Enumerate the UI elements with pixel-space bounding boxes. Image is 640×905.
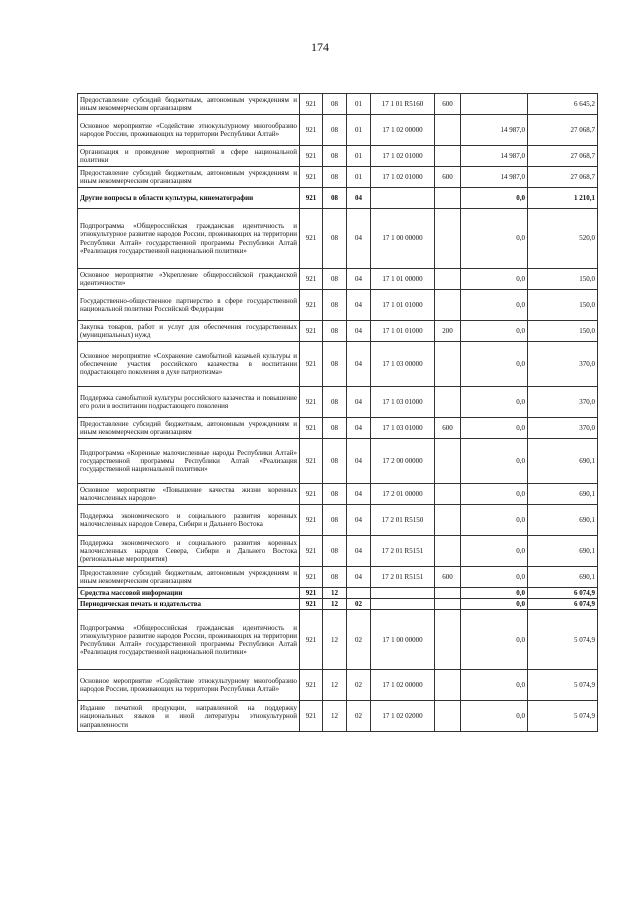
row-name-cell: Подпрограмма «Общероссийская гражданская идентичность и этнокультурное развитие народов России, проживающих на территории Республики Алтай» государственной программы Республики Алтай «Реализация государственной национальной политики» — [78, 610, 300, 670]
row-name-cell: Закупка товаров, работ и услуг для обеспечения государственных (муниципальных) нужд — [78, 321, 300, 342]
row-target-article-cell: 17 1 03 00000 — [371, 342, 435, 387]
row-expense-type-cell: 600 — [435, 167, 461, 188]
row-year2-amount-cell: 1 210,1 — [528, 188, 598, 209]
row-section-cell: 08 — [323, 484, 347, 505]
row-name-cell: Основное мероприятие «Содействие этнокультурному многообразию народов России, проживающих на территории Республики Алтай» — [78, 115, 300, 146]
row-grbs-cell: 921 — [300, 115, 323, 146]
row-year1-amount-cell: 0,0 — [461, 588, 528, 599]
table-row — [78, 599, 598, 610]
table-row — [78, 567, 598, 588]
row-year1-amount-cell: 0,0 — [461, 599, 528, 610]
row-target-article-cell — [371, 188, 435, 209]
row-subsection-cell: 04 — [347, 484, 371, 505]
row-grbs-cell: 921 — [300, 269, 323, 290]
row-year1-amount-cell: 0,0 — [461, 439, 528, 484]
row-year1-amount-cell: 14 987,0 — [461, 115, 528, 146]
row-target-article-cell: 17 1 01 01000 — [371, 290, 435, 321]
row-grbs-cell: 921 — [300, 94, 323, 115]
row-section-cell: 08 — [323, 505, 347, 536]
table-row — [78, 115, 598, 146]
row-year2-amount-cell: 520,0 — [528, 209, 598, 269]
row-subsection-cell: 01 — [347, 94, 371, 115]
row-name-cell: Периодическая печать и издательства — [78, 599, 300, 610]
row-expense-type-cell — [435, 670, 461, 701]
row-year2-amount-cell: 27 068,7 — [528, 167, 598, 188]
row-target-article-cell: 17 1 03 01000 — [371, 387, 435, 418]
row-year1-amount-cell: 0,0 — [461, 505, 528, 536]
row-target-article-cell: 17 2 01 R5150 — [371, 505, 435, 536]
row-grbs-cell: 921 — [300, 536, 323, 567]
row-subsection-cell: 01 — [347, 146, 371, 167]
row-year1-amount-cell: 0,0 — [461, 536, 528, 567]
row-name-cell: Средства массовой информации — [78, 588, 300, 599]
row-grbs-cell: 921 — [300, 167, 323, 188]
row-target-article-cell: 17 1 01 R5160 — [371, 94, 435, 115]
row-subsection-cell: 04 — [347, 342, 371, 387]
row-expense-type-cell — [435, 505, 461, 536]
row-expense-type-cell — [435, 484, 461, 505]
row-expense-type-cell — [435, 342, 461, 387]
row-year1-amount-cell — [461, 94, 528, 115]
row-expense-type-cell: 600 — [435, 567, 461, 588]
row-name-cell: Основное мероприятие «Повышение качества жизни коренных малочисленных народов» — [78, 484, 300, 505]
row-name-cell: Государственно-общественное партнерство в сфере государственной национальной политики Российской Федерации — [78, 290, 300, 321]
row-year2-amount-cell: 370,0 — [528, 418, 598, 439]
row-grbs-cell: 921 — [300, 387, 323, 418]
row-target-article-cell: 17 2 01 R5151 — [371, 567, 435, 588]
row-year1-amount-cell: 0,0 — [461, 321, 528, 342]
row-year1-amount-cell: 14 987,0 — [461, 146, 528, 167]
row-expense-type-cell — [435, 599, 461, 610]
row-section-cell: 12 — [323, 610, 347, 670]
table-row — [78, 342, 598, 387]
row-target-article-cell — [371, 599, 435, 610]
row-expense-type-cell: 600 — [435, 418, 461, 439]
row-grbs-cell: 921 — [300, 484, 323, 505]
row-section-cell: 08 — [323, 94, 347, 115]
row-subsection-cell: 04 — [347, 505, 371, 536]
row-section-cell: 08 — [323, 536, 347, 567]
row-section-cell: 08 — [323, 418, 347, 439]
budget-table — [77, 93, 598, 732]
row-target-article-cell: 17 1 02 01000 — [371, 167, 435, 188]
row-year2-amount-cell: 150,0 — [528, 321, 598, 342]
table-row — [78, 167, 598, 188]
row-year2-amount-cell: 690,1 — [528, 536, 598, 567]
row-name-cell: Поддержка экономического и социального развития коренных малочисленных народов Севера, Сибири и Дальнего Востока — [78, 505, 300, 536]
row-name-cell: Другие вопросы в области культуры, кинематографии — [78, 188, 300, 209]
row-target-article-cell: 17 1 02 00000 — [371, 115, 435, 146]
table-row — [78, 146, 598, 167]
table-row — [78, 439, 598, 484]
row-subsection-cell: 02 — [347, 670, 371, 701]
row-expense-type-cell — [435, 536, 461, 567]
row-year1-amount-cell: 0,0 — [461, 342, 528, 387]
row-year1-amount-cell: 0,0 — [461, 209, 528, 269]
row-grbs-cell: 921 — [300, 670, 323, 701]
row-subsection-cell: 04 — [347, 321, 371, 342]
row-section-cell: 08 — [323, 167, 347, 188]
table-row — [78, 588, 598, 599]
row-name-cell: Подпрограмма «Общероссийская гражданская идентичность и этнокультурное развитие народов России, проживающих на территории Республики Алтай» государственной программы Республики Алтай «Реализация государственной национальной политики» — [78, 209, 300, 269]
table-row — [78, 387, 598, 418]
row-expense-type-cell — [435, 439, 461, 484]
row-grbs-cell: 921 — [300, 290, 323, 321]
row-year1-amount-cell: 14 987,0 — [461, 167, 528, 188]
row-subsection-cell: 04 — [347, 439, 371, 484]
row-section-cell: 08 — [323, 146, 347, 167]
row-target-article-cell: 17 1 01 01000 — [371, 321, 435, 342]
row-name-cell: Основное мероприятие «Содействие этнокультурному многообразию народов России, проживающих на территории Республики Алтай» — [78, 670, 300, 701]
row-year2-amount-cell: 690,1 — [528, 567, 598, 588]
row-year1-amount-cell: 0,0 — [461, 269, 528, 290]
row-subsection-cell — [347, 588, 371, 599]
row-grbs-cell: 921 — [300, 505, 323, 536]
row-year2-amount-cell: 150,0 — [528, 290, 598, 321]
row-subsection-cell: 04 — [347, 387, 371, 418]
row-target-article-cell: 17 1 02 00000 — [371, 670, 435, 701]
row-section-cell: 08 — [323, 269, 347, 290]
row-year1-amount-cell: 0,0 — [461, 387, 528, 418]
row-subsection-cell: 04 — [347, 269, 371, 290]
table-row — [78, 536, 598, 567]
row-grbs-cell: 921 — [300, 588, 323, 599]
row-subsection-cell: 01 — [347, 115, 371, 146]
row-expense-type-cell — [435, 209, 461, 269]
row-year1-amount-cell: 0,0 — [461, 610, 528, 670]
row-subsection-cell: 04 — [347, 418, 371, 439]
table-row — [78, 505, 598, 536]
row-name-cell: Издание печатной продукции, направленной на поддержку национальных языков и иной литературы этнокультурной направленности — [78, 701, 300, 732]
page-number: 174 — [311, 40, 329, 54]
row-section-cell: 08 — [323, 115, 347, 146]
row-name-cell: Подпрограмма «Коренные малочисленные народы Республики Алтай» государственной программы Республики Алтай «Реализация государственной национальной политики» — [78, 439, 300, 484]
row-grbs-cell: 921 — [300, 209, 323, 269]
row-subsection-cell: 01 — [347, 167, 371, 188]
table-row — [78, 269, 598, 290]
row-grbs-cell: 921 — [300, 567, 323, 588]
row-expense-type-cell — [435, 115, 461, 146]
row-subsection-cell: 02 — [347, 599, 371, 610]
row-section-cell: 08 — [323, 439, 347, 484]
row-expense-type-cell — [435, 269, 461, 290]
row-year1-amount-cell: 0,0 — [461, 418, 528, 439]
row-section-cell: 12 — [323, 588, 347, 599]
row-target-article-cell: 17 1 02 01000 — [371, 146, 435, 167]
row-year2-amount-cell: 370,0 — [528, 342, 598, 387]
row-year1-amount-cell: 0,0 — [461, 701, 528, 732]
row-expense-type-cell — [435, 610, 461, 670]
row-subsection-cell: 04 — [347, 188, 371, 209]
row-subsection-cell: 02 — [347, 701, 371, 732]
row-expense-type-cell — [435, 701, 461, 732]
row-section-cell: 08 — [323, 290, 347, 321]
row-year2-amount-cell: 5 074,9 — [528, 670, 598, 701]
table-row — [78, 418, 598, 439]
row-year2-amount-cell: 5 074,9 — [528, 701, 598, 732]
row-section-cell: 08 — [323, 342, 347, 387]
row-target-article-cell: 17 1 03 01000 — [371, 418, 435, 439]
row-target-article-cell: 17 2 01 R5151 — [371, 536, 435, 567]
row-section-cell: 12 — [323, 599, 347, 610]
row-target-article-cell — [371, 588, 435, 599]
row-subsection-cell: 04 — [347, 209, 371, 269]
row-expense-type-cell — [435, 290, 461, 321]
row-name-cell: Поддержка экономического и социального развития коренных малочисленных народов Севера, Сибири и Дальнего Востока (региональные мероприятия) — [78, 536, 300, 567]
row-subsection-cell: 02 — [347, 610, 371, 670]
row-expense-type-cell: 600 — [435, 94, 461, 115]
row-subsection-cell: 04 — [347, 536, 371, 567]
row-expense-type-cell — [435, 387, 461, 418]
table-row — [78, 188, 598, 209]
row-expense-type-cell — [435, 588, 461, 599]
row-section-cell: 12 — [323, 670, 347, 701]
table-row — [78, 94, 598, 115]
row-section-cell: 08 — [323, 567, 347, 588]
row-name-cell: Основное мероприятие «Сохранение самобытной казачьей культуры и обеспечение участия российского казачества в воспитании подрастающего поколения в духе патриотизма» — [78, 342, 300, 387]
table-row — [78, 484, 598, 505]
row-target-article-cell: 17 1 02 02000 — [371, 701, 435, 732]
row-grbs-cell: 921 — [300, 342, 323, 387]
row-section-cell: 12 — [323, 701, 347, 732]
row-year2-amount-cell: 27 068,7 — [528, 115, 598, 146]
row-name-cell: Организация и проведение мероприятий в сфере национальной политики — [78, 146, 300, 167]
row-year2-amount-cell: 690,1 — [528, 505, 598, 536]
row-name-cell: Поддержка самобытной культуры российского казачества и повышение его роли в воспитании подрастающего поколения — [78, 387, 300, 418]
row-year1-amount-cell: 0,0 — [461, 567, 528, 588]
row-name-cell: Предоставление субсидий бюджетным, автономным учреждениям и иным некоммерческим организациям — [78, 418, 300, 439]
table-row — [78, 701, 598, 732]
table-row — [78, 290, 598, 321]
row-subsection-cell: 04 — [347, 290, 371, 321]
row-year2-amount-cell: 6 074,9 — [528, 588, 598, 599]
row-expense-type-cell — [435, 188, 461, 209]
row-year2-amount-cell: 6 074,9 — [528, 599, 598, 610]
row-expense-type-cell: 200 — [435, 321, 461, 342]
row-target-article-cell: 17 2 01 00000 — [371, 484, 435, 505]
row-section-cell: 08 — [323, 321, 347, 342]
table-row — [78, 209, 598, 269]
row-target-article-cell: 17 2 00 00000 — [371, 439, 435, 484]
row-year2-amount-cell: 150,0 — [528, 269, 598, 290]
row-year2-amount-cell: 5 074,9 — [528, 610, 598, 670]
row-year1-amount-cell: 0,0 — [461, 188, 528, 209]
row-grbs-cell: 921 — [300, 188, 323, 209]
row-grbs-cell: 921 — [300, 701, 323, 732]
row-grbs-cell: 921 — [300, 418, 323, 439]
row-year2-amount-cell: 370,0 — [528, 387, 598, 418]
row-name-cell: Предоставление субсидий бюджетным, автономным учреждениям и иным некоммерческим организациям — [78, 167, 300, 188]
row-year1-amount-cell: 0,0 — [461, 484, 528, 505]
row-year2-amount-cell: 690,1 — [528, 484, 598, 505]
row-subsection-cell: 04 — [347, 567, 371, 588]
table-row — [78, 670, 598, 701]
row-target-article-cell: 17 1 00 00000 — [371, 610, 435, 670]
row-grbs-cell: 921 — [300, 610, 323, 670]
row-section-cell: 08 — [323, 387, 347, 418]
row-target-article-cell: 17 1 00 00000 — [371, 209, 435, 269]
row-grbs-cell: 921 — [300, 439, 323, 484]
row-grbs-cell: 921 — [300, 146, 323, 167]
row-target-article-cell: 17 1 01 00000 — [371, 269, 435, 290]
row-year2-amount-cell: 6 645,2 — [528, 94, 598, 115]
row-year2-amount-cell: 690,1 — [528, 439, 598, 484]
row-year2-amount-cell: 27 068,7 — [528, 146, 598, 167]
table-row — [78, 321, 598, 342]
row-grbs-cell: 921 — [300, 599, 323, 610]
row-name-cell: Предоставление субсидий бюджетным, автономным учреждениям и иным некоммерческим организациям — [78, 94, 300, 115]
row-name-cell: Предоставление субсидий бюджетным, автономным учреждениям и иным некоммерческим организациям — [78, 567, 300, 588]
row-section-cell: 08 — [323, 188, 347, 209]
row-name-cell: Основное мероприятие «Укрепление общероссийской гражданской идентичности» — [78, 269, 300, 290]
row-grbs-cell: 921 — [300, 321, 323, 342]
row-expense-type-cell — [435, 146, 461, 167]
row-year1-amount-cell: 0,0 — [461, 290, 528, 321]
table-row — [78, 610, 598, 670]
row-year1-amount-cell: 0,0 — [461, 670, 528, 701]
row-section-cell: 08 — [323, 209, 347, 269]
